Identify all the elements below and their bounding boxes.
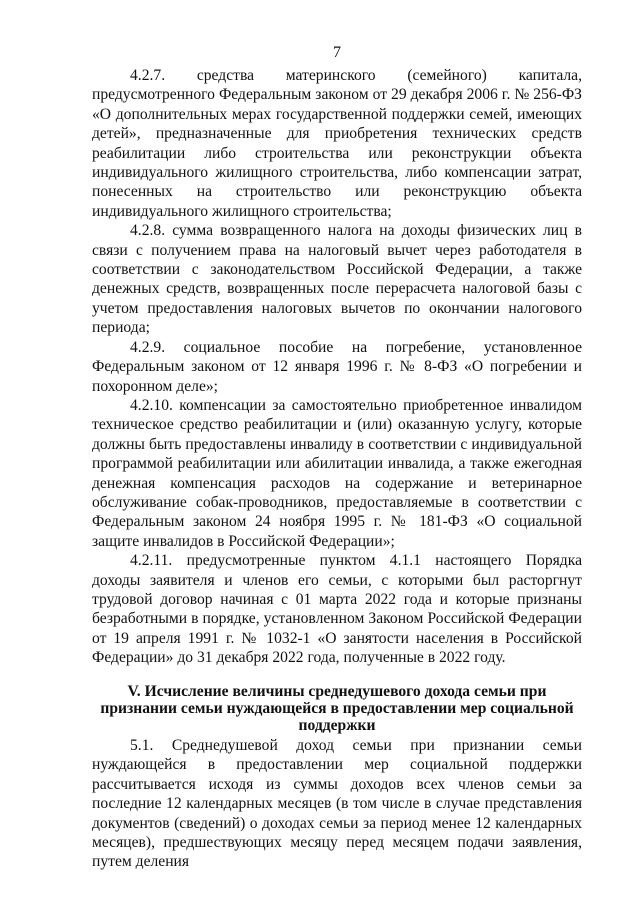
paragraph-4-2-11: 4.2.11. предусмотренные пунктом 4.1.1 настоящего Порядка доходы заявителя и членов его семьи, с которыми был расторгнут трудовой договор начиная с 01 марта 2022 года и которые признаны безработными в порядке, установленном Законом Российской Федерации от 19 апреля 1991 г. № 1032-1 «О занятости населения в Российской Федерации» до 31 декабря 2022 года, полученные в 2022 году. xyxy=(92,552,582,667)
body-text xyxy=(92,66,582,668)
document-page xyxy=(92,0,582,905)
paragraph-4-2-8: 4.2.8. сумма возвращенного налога на доходы физических лиц в связи с получением права на налоговый вычет через работодателя в соответствии с законодательством Российской Федерации, а также денежных средств, возвращенных после перерасчета налоговой базы с учетом предоставления налоговых вычетов по окончании налогового периода; xyxy=(92,222,582,337)
paragraph-4-2-9: 4.2.9. социальное пособие на погребение, установленное Федеральным законом от 12 января 1996 г. № 8-ФЗ «О погребении и похоронном деле»; xyxy=(92,338,582,395)
paragraph-4-2-7: 4.2.7. средства материнского (семейного) капитала, предусмотренного Федеральным законом от 29 декабря 2006 г. № 256-ФЗ «О дополнительных мерах государственной поддержки семей, имеющих детей», предназначенные для приобретения технических средств реабилитации либо строительства или реконструкции объекта индивидуального жилищного строительства, либо компенсации затрат, понесенных на строительство или реконструкцию объекта индивидуального жилищного строительства; xyxy=(92,67,582,220)
paragraph-4-2-10: 4.2.10. компенсации за самостоятельно приобретенное инвалидом техническое средство реабилитации и (или) оказанную услугу, которые должны быть предоставлены инвалиду в соответствии с индивидуальной программой реабилитации или абилитации инвалида, а также ежегодная денежная компенсация расходов на содержание и ветеринарное обслуживание собак-проводников, предоставляемые в соответствии с Федеральным законом 24 ноября 1995 г. № 181-ФЗ «О социальной защите инвалидов в Российской Федерации»; xyxy=(92,396,582,550)
page-number: 7 xyxy=(333,44,341,61)
section-body-text xyxy=(92,736,582,872)
section-title: V. Исчисление величины среднедушевого дохода семьи при признании семьи нуждающейся в предоставлении мер социальной поддержки xyxy=(100,683,574,734)
paragraph-5-1: 5.1. Среднедушевой доход семьи при признании семьи нуждающейся в предоставлении мер социальной поддержки рассчитывается исходя из суммы доходов всех членов семьи за последние 12 календарных месяцев (в том числе в случае представления документов (сведений) о доходах семьи за период менее 12 календарных месяцев), предшествующих месяцу перед месяцем подачи заявления, путем деления xyxy=(92,737,582,871)
